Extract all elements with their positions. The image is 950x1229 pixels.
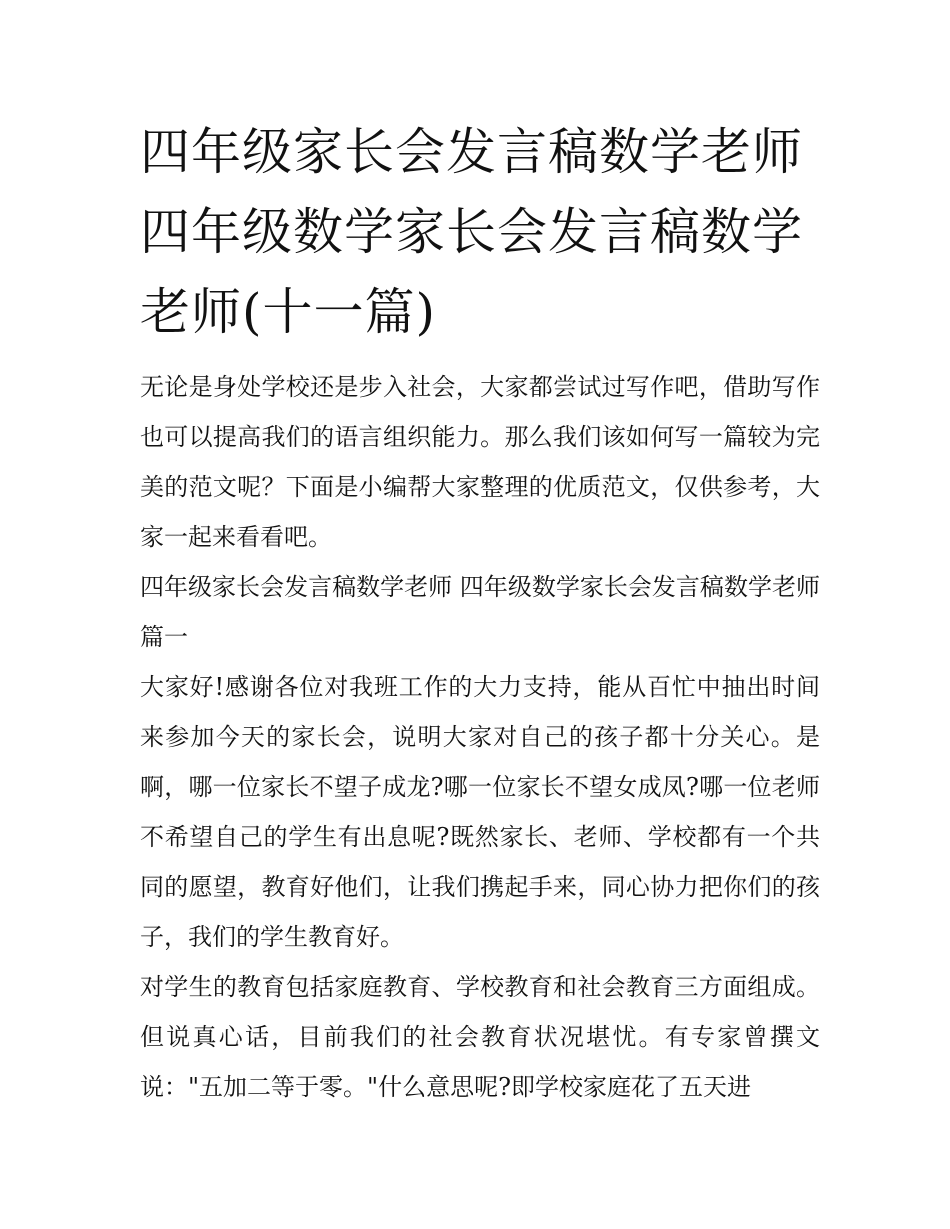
body-paragraph: 大家好!感谢各位对我班工作的大力支持，能从百忙中抽出时间来参加今天的家长会，说明大家对自己的孩子都十分关心。是啊，哪一位家长不望子成龙?哪一位家长不望女成凤?哪一位老师不希望自己的学生有出息呢?既然家长、老师、学校都有一个共同的愿望，教育好他们，让我们携起手来，同心协力把你们的孩子，我们的学生教育好。 (140, 673, 820, 951)
document-title: 四年级家长会发言稿数学老师 四年级数学家长会发言稿数学老师(十一篇) (140, 123, 803, 341)
body-paragraph: 对学生的教育包括家庭教育、学校教育和社会教育三方面组成。但说真心话，目前我们的社会教育状况堪忧。有专家曾撰文说："五加二等于零。"什么意思呢?即学校家庭花了五天进 (140, 973, 820, 1101)
document-page (140, 112, 820, 1112)
intro-paragraph: 无论是身处学校还是步入社会，大家都尝试过写作吧，借助写作也可以提高我们的语言组织能力。那么我们该如何写一篇较为完美的范文呢？下面是小编帮大家整理的优质范文，仅供参考，大家一起来看看吧。 (140, 373, 820, 551)
section-heading: 四年级家长会发言稿数学老师 四年级数学家长会发言稿数学老师篇一 (140, 573, 820, 651)
